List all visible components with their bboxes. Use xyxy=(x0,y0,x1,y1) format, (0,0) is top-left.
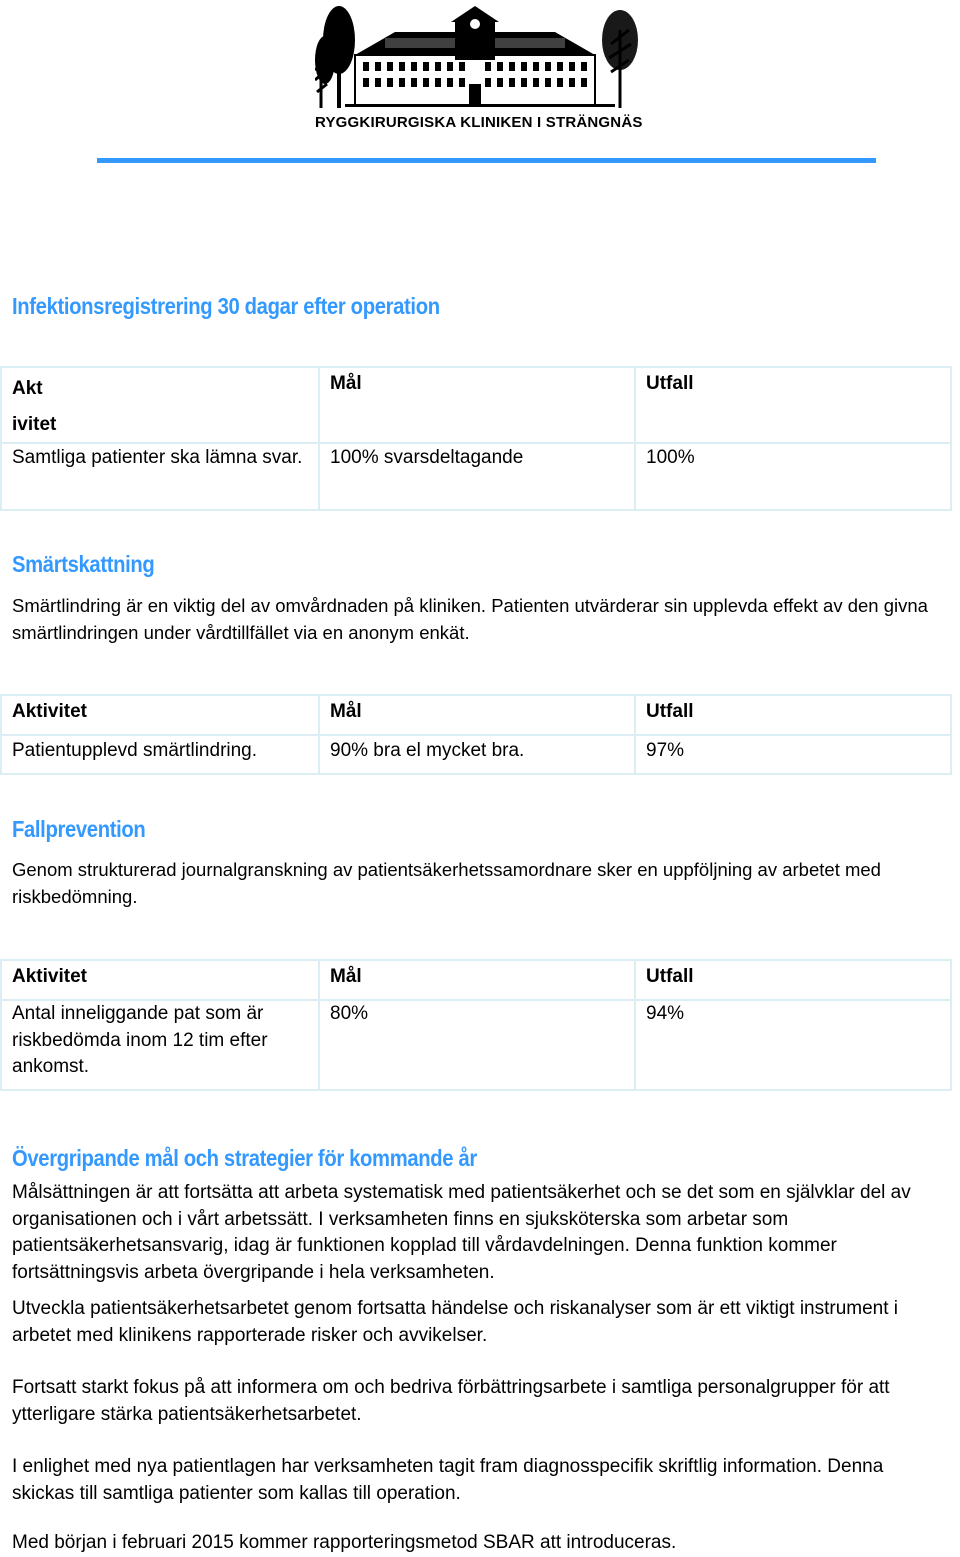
heading-fall: Fallprevention xyxy=(12,816,146,842)
paragraph: Utveckla patientsäkerhetsarbetet genom fortsatta händelse och riskanalyser som är ett viktigt instrument i arbetet med klinikens rapporterade risker och avvikelser. xyxy=(12,1298,899,1346)
table-header-cell: Aktivitet xyxy=(0,694,320,736)
table-cell: 80% xyxy=(318,999,636,1091)
table-header-cell: Utfall xyxy=(634,694,952,736)
table-header-cell: Utfall xyxy=(634,366,952,444)
table-header-cell: Utfall xyxy=(634,959,952,1001)
table-header-cell: Akt ivitet xyxy=(0,366,320,444)
table-cell: 97% xyxy=(634,734,952,775)
paragraph-smarta: Smärtlindring är en viktig del av omvårdnaden på kliniken. Patienten utvärderar sin upplevda effekt av den givna smärtlindringen under vårdtillfället via en anonym enkät. xyxy=(12,595,928,643)
heading-overgripande: Övergripande mål och strategier för kommande år xyxy=(12,1145,477,1171)
paragraph: Målsättningen är att fortsätta att arbeta systematisk med patientsäkerhet och se det som en självklar del av organisationen och i vårt arbetssätt. I verksamheten finns en sjuksköterska som arbetar som patientsäkerhetsansvarig, idag är funktionen kopplad till vårdavdelningen. Denna funktion kommer fortsättningsvis arbeta övergripande i hela verksamheten. xyxy=(12,1182,911,1283)
table-cell: Antal inneliggande pat som är riskbedömda inom 12 tim efter ankomst. xyxy=(0,999,320,1091)
table-smarta xyxy=(0,694,952,775)
paragraph: Fortsatt starkt fokus på att informera om och bedriva förbättringsarbete i samtliga personalgrupper för att ytterligare stärka patientsäkerhetsarbetet. xyxy=(12,1377,890,1425)
hospital-building-illustration xyxy=(315,0,640,112)
table-infektion xyxy=(0,366,952,511)
logo-caption: RYGGKIRURGISKA KLINIKEN I STRÄNGNÄS xyxy=(315,114,643,131)
table-cell: 94% xyxy=(634,999,952,1091)
table-fall xyxy=(0,959,952,1091)
table-header-cell: Mål xyxy=(318,959,636,1001)
table-header-cell: Mål xyxy=(318,694,636,736)
heading-smarta: Smärtskattning xyxy=(12,551,155,577)
paragraph: Med början i februari 2015 kommer rapporteringsmetod SBAR att introduceras. xyxy=(12,1532,677,1553)
header-divider xyxy=(97,158,876,163)
table-cell: 100% svarsdeltagande xyxy=(318,442,636,511)
table-header-cell: Aktivitet xyxy=(0,959,320,1001)
table-cell: Samtliga patienter ska lämna svar. xyxy=(0,442,320,511)
table-header-cell: Mål xyxy=(318,366,636,444)
paragraph-fall: Genom strukturerad journalgranskning av patientsäkerhetssamordnare sker en uppföljning av arbetet med riskbedömning. xyxy=(12,859,881,907)
clinic-logo xyxy=(315,0,643,135)
paragraph: I enlighet med nya patientlagen har verksamheten tagit fram diagnosspecifik skriftlig information. Denna skickas till samtliga patienter som kallas till operation. xyxy=(12,1456,884,1504)
heading-infektion: Infektionsregistrering 30 dagar efter operation xyxy=(12,293,440,319)
table-cell: 90% bra el mycket bra. xyxy=(318,734,636,775)
table-cell: 100% xyxy=(634,442,952,511)
table-cell: Patientupplevd smärtlindring. xyxy=(0,734,320,775)
